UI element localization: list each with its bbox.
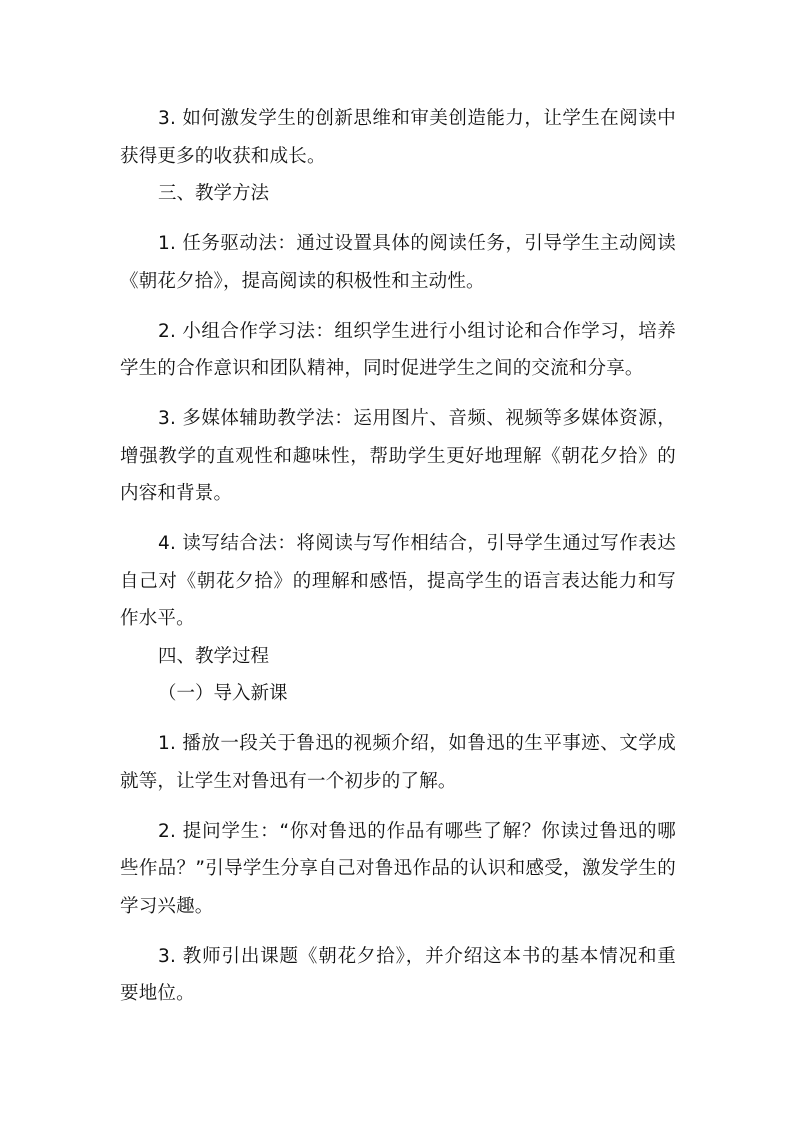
subsection-heading-introduction: （一）导入新课: [158, 683, 288, 704]
paragraph-method-4: 4. 读写结合法：将阅读与写作相结合，引导学生通过写作表达自己对《朝花夕拾》的理解和感悟，提高学生的语言表达能力和写作水平。: [120, 533, 676, 629]
section-heading-teaching-process: 四、教学过程: [158, 645, 270, 667]
paragraph-process-2: 2. 提问学生：“你对鲁迅的作品有哪些了解？你读过鲁迅的哪些作品？”引导学生分享自己对鲁迅作品的认识和感受，激发学生的学习兴趣。: [120, 820, 676, 917]
paragraph-method-3: 3. 多媒体辅助教学法：运用图片、音频、视频等多媒体资源，增强教学的直观性和趣味性，帮助学生更好地理解《朝花夕拾》的内容和背景。: [120, 408, 676, 504]
paragraph-goal-3: 3. 如何激发学生的创新思维和审美创造能力，让学生在阅读中获得更多的收获和成长。: [120, 108, 676, 167]
paragraph-method-2: 2. 小组合作学习法：组织学生进行小组讨论和合作学习，培养学生的合作意识和团队精神，同时促进学生之间的交流和分享。: [120, 320, 676, 379]
section-heading-teaching-methods: 三、教学方法: [158, 183, 270, 204]
paragraph-process-1: 1. 播放一段关于鲁迅的视频介绍，如鲁迅的生平事迹、文学成就等，让学生对鲁迅有一个初步的了解。: [120, 733, 676, 792]
paragraph-method-1: 1. 任务驱动法：通过设置具体的阅读任务，引导学生主动阅读《朝花夕拾》，提高阅读的积极性和主动性。: [120, 233, 676, 292]
paragraph-process-3: 3. 教师引出课题《朝花夕拾》，并介绍这本书的基本情况和重要地位。: [120, 945, 676, 1004]
document-body: [120, 100, 676, 1013]
